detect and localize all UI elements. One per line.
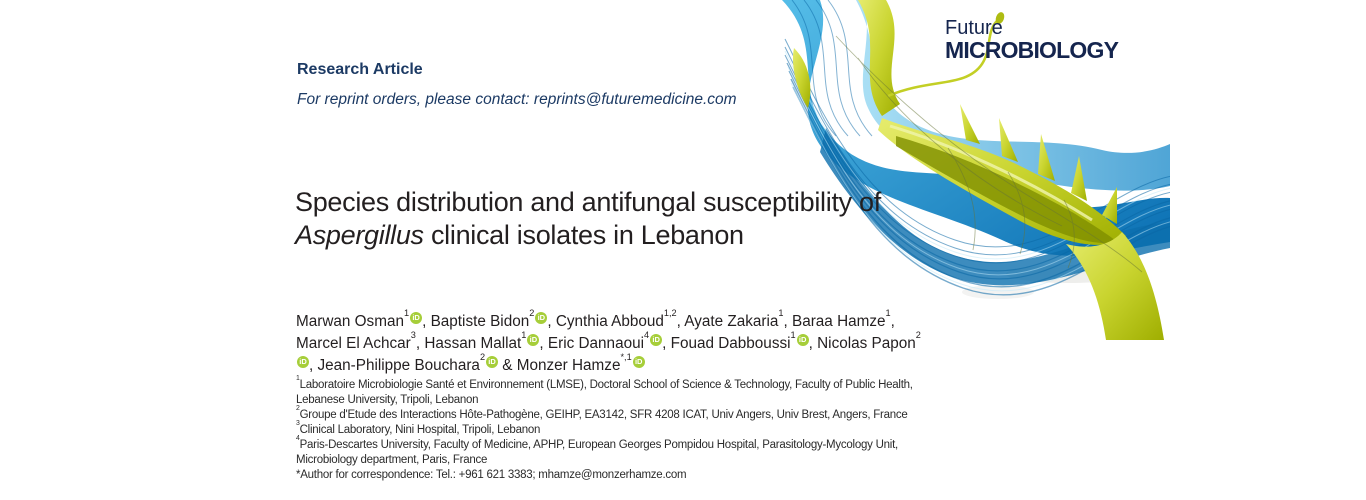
author-list bbox=[296, 307, 924, 377]
author-name: Baptiste Bidon bbox=[430, 313, 530, 330]
journal-logo bbox=[945, 18, 1118, 62]
journal-logo-future: Future bbox=[945, 17, 1003, 39]
article-title bbox=[295, 186, 917, 252]
author-affiliation-marker: *,1 bbox=[620, 351, 632, 362]
author-separator: , bbox=[547, 313, 556, 330]
affiliation-text: Paris-Descartes University, Faculty of Medicine, APHP, European Georges Pompidou Hospital, Parasitology-Mycology Unit, Microbiology department, Paris, France bbox=[296, 439, 898, 466]
author-affiliation-marker: 1 bbox=[403, 307, 410, 318]
author-separator: & bbox=[498, 357, 517, 374]
author-affiliation-marker: 1 bbox=[790, 329, 796, 340]
affiliation-marker: 1 bbox=[296, 375, 300, 383]
article-type-label: Research Article bbox=[297, 61, 423, 78]
affiliation-line bbox=[296, 405, 938, 423]
orcid-icon: iD bbox=[650, 334, 662, 346]
orcid-icon: iD bbox=[527, 334, 539, 346]
orcid-icon: iD bbox=[633, 356, 645, 368]
author-affiliation-marker: 4 bbox=[644, 329, 650, 340]
title-text: Species distribution and antifungal susceptibility of bbox=[295, 187, 881, 217]
author-name: Marwan Osman bbox=[296, 313, 404, 330]
author-name: Ayate Zakaria bbox=[684, 313, 779, 330]
orcid-icon: iD bbox=[797, 334, 809, 346]
author-name: Fouad Dabboussi bbox=[670, 335, 791, 352]
author-name: Jean-Philippe Bouchara bbox=[317, 357, 480, 374]
author-affiliation-marker: 3 bbox=[410, 329, 416, 340]
author-name: Nicolas Papon bbox=[817, 335, 916, 352]
author-name: Eric Dannaoui bbox=[547, 335, 644, 352]
author-affiliation-marker: 2 bbox=[479, 351, 486, 362]
author-separator: , bbox=[539, 335, 548, 352]
orcid-icon: iD bbox=[410, 312, 422, 324]
author-separator: , bbox=[415, 335, 425, 352]
affiliation-text: Clinical Laboratory, Nini Hospital, Tripoli, Lebanon bbox=[299, 424, 541, 436]
author-name: Monzer Hamze bbox=[516, 357, 621, 374]
author-affiliation-marker: 1 bbox=[521, 329, 527, 340]
orcid-icon: iD bbox=[486, 356, 498, 368]
title-text-end: clinical isolates in Lebanon bbox=[423, 220, 744, 250]
affiliation-marker: 3 bbox=[296, 420, 300, 428]
author-separator: , bbox=[676, 313, 685, 330]
author-affiliation-marker: 1 bbox=[885, 307, 891, 318]
affiliation-line bbox=[296, 420, 938, 438]
title-species-italic: Aspergillus bbox=[295, 220, 424, 250]
author-separator: , bbox=[808, 335, 818, 352]
affiliation-list bbox=[296, 375, 938, 483]
orcid-icon: iD bbox=[535, 312, 547, 324]
correspondence-note: *Author for correspondence: Tel.: +961 621 3383; mhamze@monzerhamze.com bbox=[296, 469, 687, 481]
affiliation-marker: 4 bbox=[296, 435, 300, 443]
author-name: Hassan Mallat bbox=[424, 335, 522, 352]
affiliation-text: Groupe d'Etude des Interactions Hôte-Pathogène, GEIHP, EA3142, SFR 4208 ICAT, Univ Angers, Univ Brest, Angers, France bbox=[299, 409, 908, 421]
affiliation-marker: 2 bbox=[296, 405, 300, 413]
author-separator: , bbox=[783, 313, 792, 330]
author-name: Cynthia Abboud bbox=[555, 313, 664, 330]
author-separator: , bbox=[890, 313, 895, 330]
author-separator: , bbox=[662, 335, 671, 352]
author-affiliation-marker: 2 bbox=[529, 307, 535, 318]
author-separator: , bbox=[422, 313, 431, 330]
author-name: Marcel El Achcar bbox=[296, 335, 411, 352]
affiliation-line bbox=[296, 435, 938, 468]
orcid-icon: iD bbox=[297, 356, 309, 368]
reprint-notice: For reprint orders, please contact: reprints@futuremedicine.com bbox=[297, 91, 737, 108]
journal-logo-microbiology: MICROBIOLOGY bbox=[945, 37, 1119, 63]
affiliation-line bbox=[296, 375, 938, 408]
author-affiliation-marker: 2 bbox=[915, 329, 921, 340]
affiliation-text: Laboratoire Microbiologie Santé et Environnement (LMSE), Doctoral School of Science & Technology, Faculty of Public Health, Lebanese University, Tripoli, Lebanon bbox=[296, 379, 913, 406]
author-name: Baraa Hamze bbox=[792, 313, 886, 330]
author-separator: , bbox=[309, 357, 318, 374]
author-affiliation-marker: 1,2 bbox=[663, 307, 677, 318]
author-affiliation-marker: 1 bbox=[778, 307, 784, 318]
